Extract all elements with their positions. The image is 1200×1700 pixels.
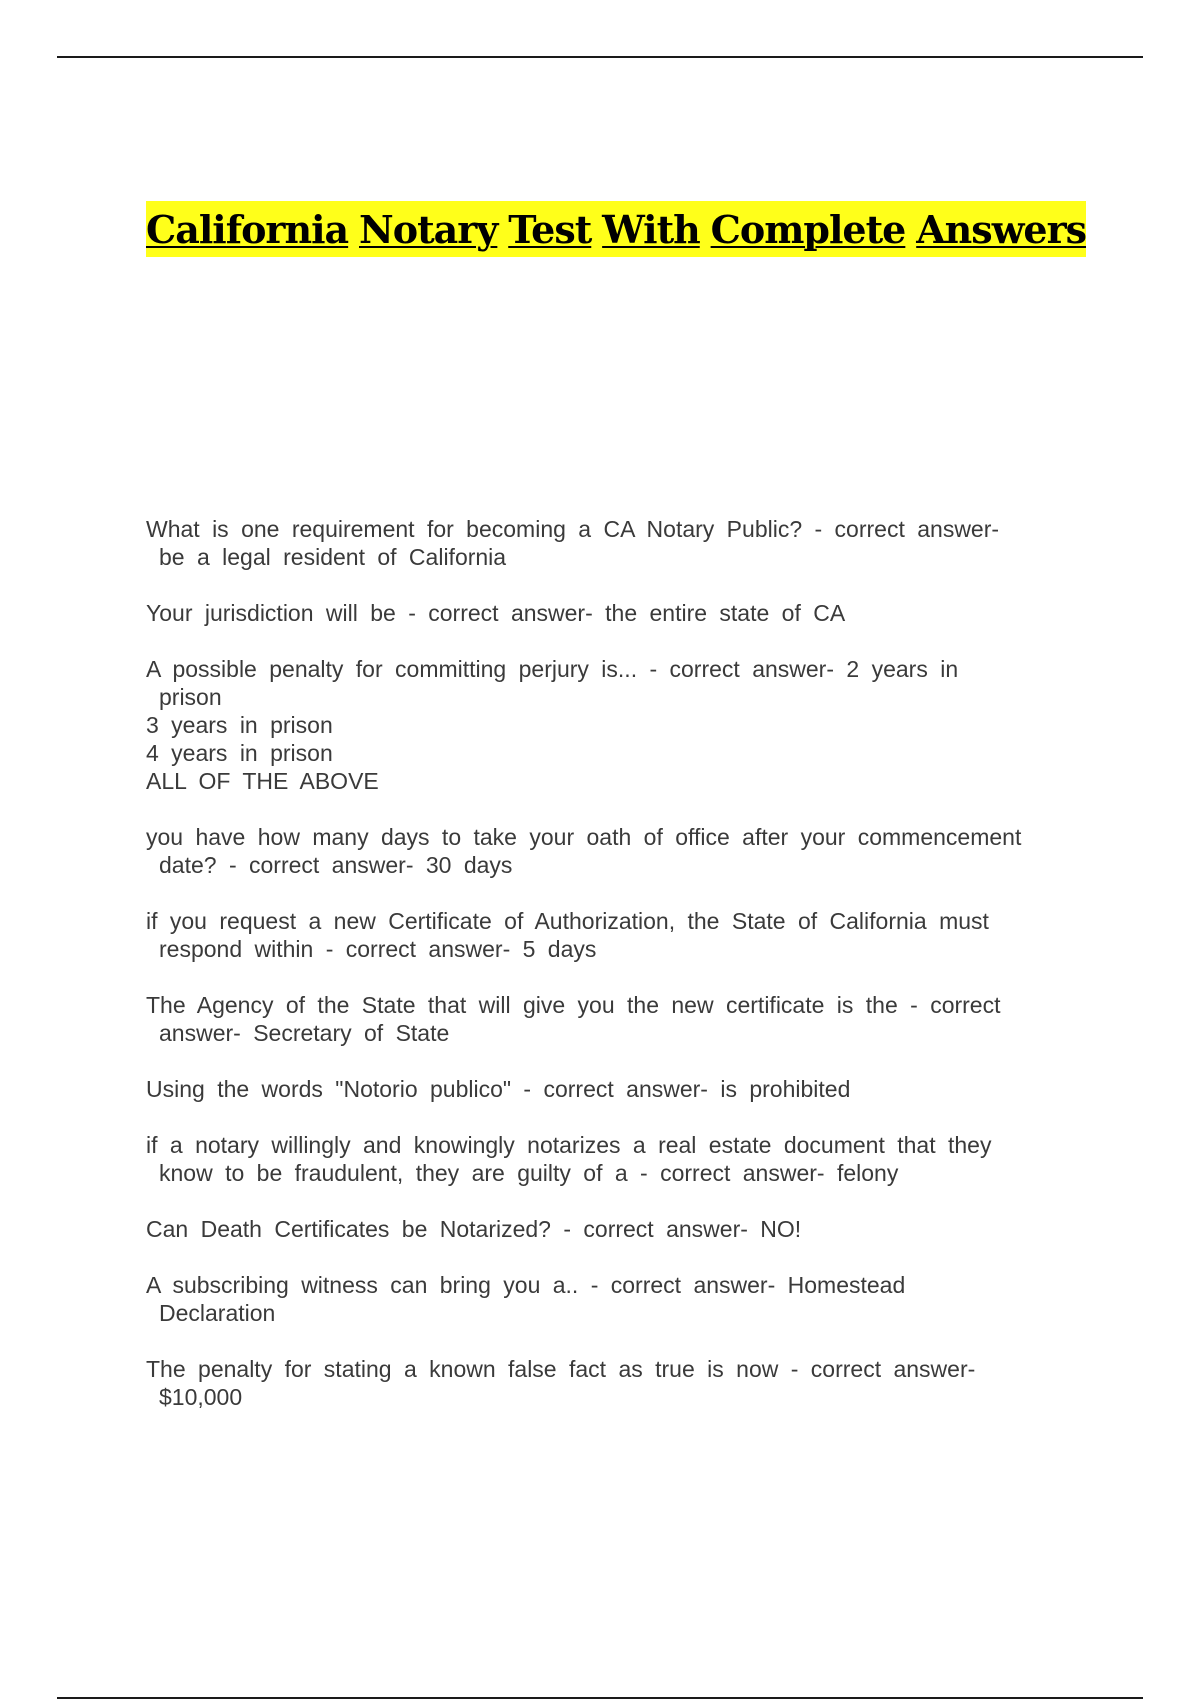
title-word: Complete (710, 206, 906, 252)
qa-item (146, 1355, 1086, 1411)
answer-option-line: 3 years in prison (146, 712, 333, 738)
continuation-line: know to be fraudulent, they are guilty of a - correct answer- felony (159, 1160, 899, 1186)
question-line: you have how many days to take your oath of office after your commencement (146, 824, 1022, 850)
qa-item (146, 991, 1086, 1047)
question-line: if you request a new Certificate of Authorization, the State of California must (146, 908, 989, 934)
title-word: Test (508, 206, 592, 252)
qa-item (146, 823, 1086, 879)
question-line: Your jurisdiction will be - correct answer- the entire state of CA (146, 600, 846, 626)
title-word: Notary (359, 206, 498, 252)
qa-item (146, 1271, 1086, 1327)
question-line: Using the words "Notorio publico" - correct answer- is prohibited (146, 1076, 851, 1102)
question-line: if a notary willingly and knowingly notarizes a real estate document that they (146, 1132, 992, 1158)
continuation-line: answer- Secretary of State (159, 1020, 450, 1046)
continuation-line: date? - correct answer- 30 days (159, 852, 513, 878)
continuation-line: respond within - correct answer- 5 days (159, 936, 597, 962)
qa-item (146, 515, 1086, 571)
qa-item (146, 1215, 1086, 1243)
title-word: With (602, 206, 700, 252)
continuation-line: prison (159, 684, 222, 710)
continuation-line: Declaration (159, 1300, 276, 1326)
continuation-line: be a legal resident of California (159, 544, 507, 570)
continuation-line: $10,000 (159, 1384, 243, 1410)
question-line: What is one requirement for becoming a CA Notary Public? - correct answer- (146, 516, 1000, 542)
answer-option-line: 4 years in prison (146, 740, 333, 766)
qa-item (146, 655, 1086, 795)
question-line: The penalty for stating a known false fact as true is now - correct answer- (146, 1356, 976, 1382)
title-word: Answers (916, 206, 1086, 252)
bottom-rule (57, 1697, 1143, 1699)
question-line: The Agency of the State that will give you the new certificate is the - correct (146, 992, 1001, 1018)
qa-item (146, 1131, 1086, 1187)
qa-list (146, 515, 1086, 1439)
qa-item (146, 907, 1086, 963)
qa-item (146, 1075, 1086, 1103)
question-line: A possible penalty for committing perjury is... - correct answer- 2 years in (146, 656, 959, 682)
qa-item (146, 599, 1086, 627)
question-line: A subscribing witness can bring you a.. - correct answer- Homestead (146, 1272, 906, 1298)
top-rule (57, 56, 1143, 58)
answer-option-line: ALL OF THE ABOVE (146, 768, 379, 794)
title-word: California (146, 206, 349, 252)
question-line: Can Death Certificates be Notarized? - correct answer- NO! (146, 1216, 802, 1242)
title-highlight (146, 201, 1086, 257)
document-title (146, 201, 1086, 257)
